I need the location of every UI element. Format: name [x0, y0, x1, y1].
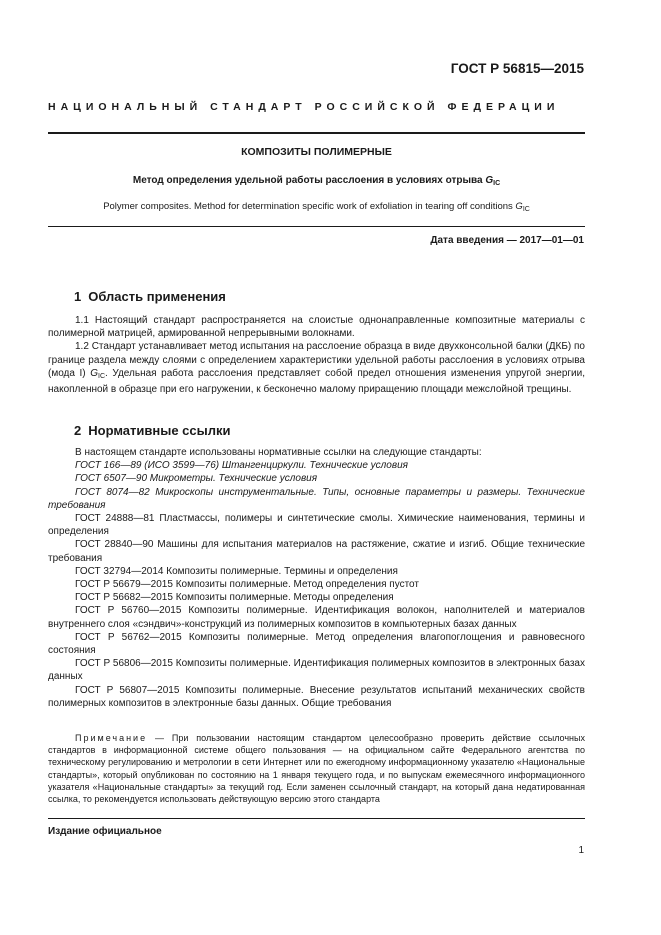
introduction-date: Дата введения — 2017—01—01 — [430, 235, 584, 246]
subtitle-ru-symbol: G — [485, 175, 494, 186]
paragraph-1-2-text-a: 1.2 Стандарт устанавливает метод испытания на расслоение образца в виде двухконсольной балки (ДКБ) по границе раздела между слоями с определением характеристики удельной работы расслоения в условиях отрыва (мода I) — [48, 341, 585, 379]
section-2-title: Нормативные ссылки — [88, 423, 231, 438]
page-number: 1 — [578, 845, 584, 856]
paragraph-1-2-text-b: . Удельная работа расслоения представляет собой предел отношения изменения упругой энергии, накопленной в образце при его нагружении, к бесконечно малому приращению площади межслойной трещины. — [48, 367, 585, 396]
subtitle-ru-subscript: IC — [493, 180, 501, 187]
section-1-title: Область применения — [88, 289, 226, 304]
subtitle-ru-text: Метод определения удельной работы расслоения в условиях отрыва — [132, 175, 486, 186]
document-subtitle-ru — [48, 175, 585, 187]
official-edition-label: Издание официальное — [48, 826, 162, 837]
reference-item: ГОСТ 6507—90 Микрометры. Технические условия — [75, 473, 318, 485]
reference-item: ГОСТ 28840—90 Машины для испытания материалов на растяжение, сжатие и изгиб. Общие технические требования — [48, 539, 585, 564]
paragraph-1-2 — [48, 340, 585, 396]
document-subtitle-en — [48, 201, 585, 213]
reference-item: ГОСТ Р 56762—2015 Композиты полимерные. Метод определения влагопоглощения и равновесного состояния — [48, 631, 585, 657]
paragraph-1-2-symbol: G — [90, 367, 99, 379]
reference-item: ГОСТ 166—89 (ИСО 3599—76) Штангенциркули. Технические условия — [75, 460, 408, 472]
reference-item: ГОСТ Р 56682—2015 Композиты полимерные. Методы определения — [75, 592, 394, 604]
note-block — [48, 732, 585, 805]
section-1-heading — [74, 289, 226, 304]
document-title: КОМПОЗИТЫ ПОЛИМЕРНЫЕ — [241, 146, 392, 158]
header-divider — [48, 132, 585, 134]
reference-item: ГОСТ Р 56679—2015 Композиты полимерные. Метод определения пустот — [75, 579, 419, 591]
national-standard-heading: НАЦИОНАЛЬНЫЙ СТАНДАРТ РОССИЙСКОЙ ФЕДЕРАЦИИ — [48, 101, 560, 113]
note-label: Примечание — [75, 733, 148, 743]
section-1-body — [48, 314, 585, 396]
title-divider — [48, 226, 585, 227]
section-2-heading — [74, 423, 230, 438]
reference-item: ГОСТ 8074—82 Микроскопы инструментальные. Типы, основные параметры и размеры. Технические требования — [48, 486, 585, 511]
section-1-number: 1 — [74, 289, 82, 304]
references-intro: В настоящем стандарте использованы нормативные ссылки на следующие стандарты: — [75, 447, 482, 458]
subtitle-en-symbol: G — [515, 201, 523, 212]
paragraph-1-2-subscript: IC — [98, 372, 106, 380]
standard-number: ГОСТ Р 56815—2015 — [450, 61, 584, 76]
reference-item: ГОСТ 32794—2014 Композиты полимерные. Термины и определения — [75, 565, 398, 577]
section-2-body — [48, 446, 585, 710]
footer-divider — [48, 818, 585, 819]
note-paragraph — [48, 732, 585, 805]
section-2-number: 2 — [74, 423, 82, 438]
note-text: — При пользовании настоящим стандартом целесообразно проверить действие ссылочных стандартов в информационной системе общего пользования — на официальном сайте Федерального агентства по техническому регулированию и метрологии в сети Интернет или по ежегодному информационному указателю «Национальные стандарты», который опубликован по состоянию на 1 января текущего года, и по выпускам ежемесячного информационного указателя «Национальные стандарты» за текущий год. Если заменен ссылочный стандарт, на который дана недатированная ссылка, то рекомендуется использовать действующую версию этого стандарта — [48, 733, 585, 805]
reference-item: ГОСТ 24888—81 Пластмассы, полимеры и синтетические смолы. Химические наименования, термины и определения — [48, 513, 585, 538]
reference-item: ГОСТ Р 56807—2015 Композиты полимерные. Внесение результатов испытаний механических свойств полимерных композитов в электронные базы данных. Общие требования — [48, 684, 585, 709]
paragraph-1-1: 1.1 Настоящий стандарт распространяется на слоистые однонаправленные композитные материалы с полимерной матрицей, армированной непрерывными волокнами. — [48, 315, 585, 340]
reference-item: ГОСТ Р 56806—2015 Композиты полимерные. Идентификация полимерных композитов в электронных базах данных — [48, 658, 585, 683]
subtitle-en-subscript: IC — [522, 206, 530, 213]
reference-item: ГОСТ Р 56760—2015 Композиты полимерные. Идентификация волокон, наполнителей и материалов внутреннего слоя «сэндвич»-конструкций из полимерных композитов в компьютерных базах данных — [48, 605, 585, 630]
subtitle-en-text: Polymer composites. Method for determination specific work of exfoliation in tearing off conditions — [103, 201, 516, 212]
